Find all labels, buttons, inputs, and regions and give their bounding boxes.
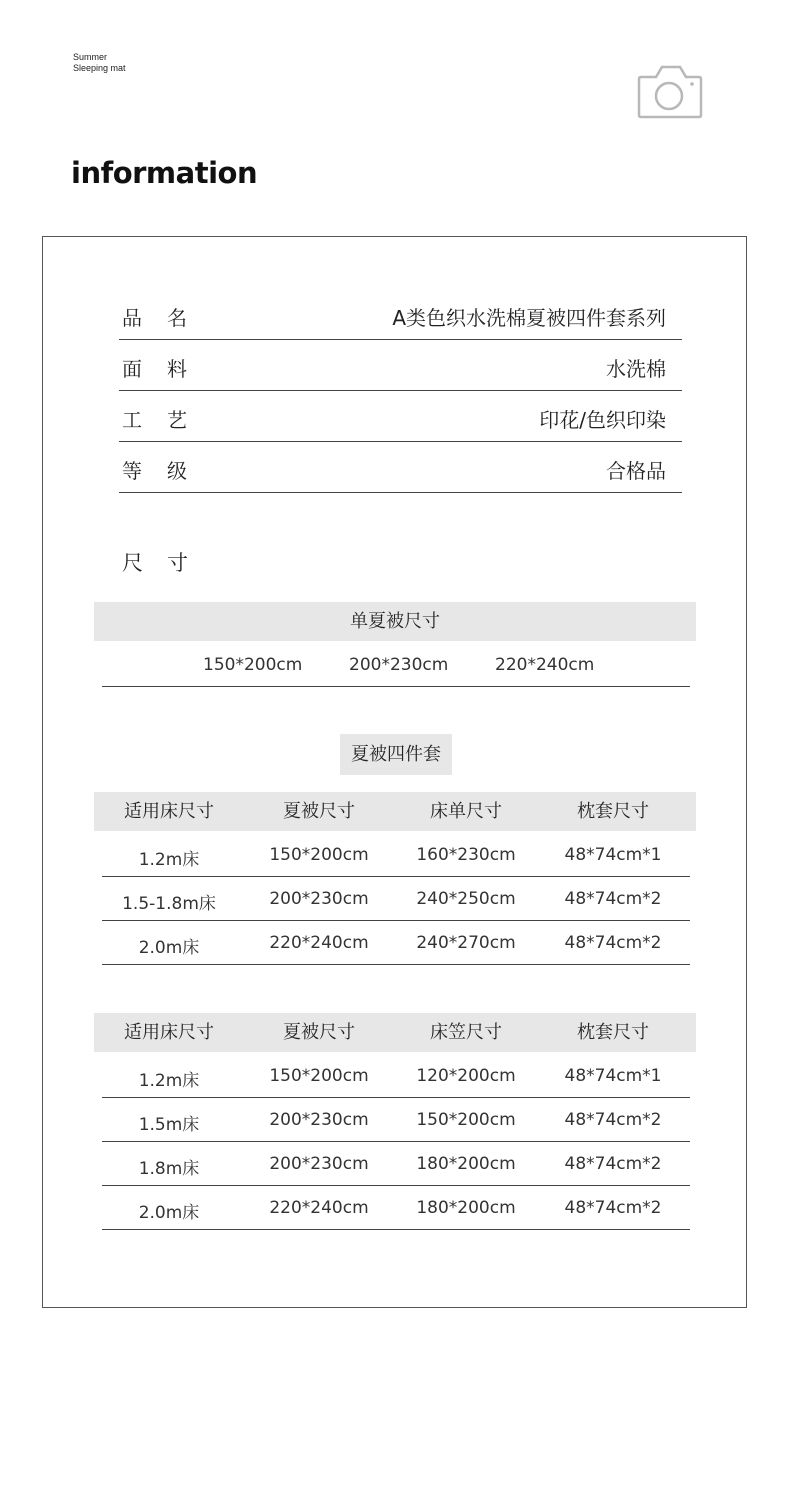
size-cell: 220*240cm bbox=[495, 655, 595, 675]
table-row bbox=[102, 1054, 690, 1098]
spec-label: 面料 bbox=[122, 357, 212, 381]
table-cell: 48*74cm*2 bbox=[564, 1110, 662, 1130]
spec-label: 等级 bbox=[122, 459, 212, 483]
table-cell: 180*200cm bbox=[416, 1154, 516, 1174]
table-cell: 240*270cm bbox=[416, 933, 516, 953]
table-cell: 2.0m床 bbox=[138, 938, 200, 958]
column-header: 适用床尺寸 bbox=[124, 801, 214, 822]
size-section-title: 尺寸 bbox=[122, 551, 212, 575]
spec-label: 品名 bbox=[122, 306, 212, 330]
size-cell: 150*200cm bbox=[203, 655, 303, 675]
info-panel bbox=[42, 236, 747, 1308]
table-cell: 1.2m床 bbox=[138, 1071, 200, 1091]
table-cell: 200*230cm bbox=[269, 1154, 369, 1174]
camera-icon bbox=[637, 63, 703, 119]
table-cell: 220*240cm bbox=[269, 1198, 369, 1218]
table-cell: 48*74cm*2 bbox=[564, 889, 662, 909]
spec-row bbox=[119, 391, 682, 442]
column-header: 夏被尺寸 bbox=[283, 1022, 355, 1043]
table-cell: 240*250cm bbox=[416, 889, 516, 909]
table-cell: 48*74cm*2 bbox=[564, 1198, 662, 1218]
single-quilt-header bbox=[94, 602, 696, 641]
table-cell: 120*200cm bbox=[416, 1066, 516, 1086]
table-cell: 160*230cm bbox=[416, 845, 516, 865]
spec-row bbox=[119, 289, 682, 340]
spec-value: 水洗棉 bbox=[606, 357, 666, 381]
table-cell: 1.8m床 bbox=[138, 1159, 200, 1179]
page-title: information bbox=[71, 156, 258, 190]
table-cell: 150*200cm bbox=[269, 1066, 369, 1086]
column-header: 适用床尺寸 bbox=[124, 1022, 214, 1043]
spec-value: 印花/色织印染 bbox=[539, 408, 666, 432]
table-row bbox=[102, 1186, 690, 1230]
table-cell: 1.5-1.8m床 bbox=[122, 894, 216, 914]
table-cell: 1.2m床 bbox=[138, 850, 200, 870]
single-quilt-title: 单夏被尺寸 bbox=[350, 611, 440, 632]
table-cell: 200*230cm bbox=[269, 1110, 369, 1130]
single-quilt-sizes bbox=[102, 641, 690, 687]
column-header: 床单尺寸 bbox=[430, 801, 502, 822]
column-header: 枕套尺寸 bbox=[577, 1022, 649, 1043]
table-cell: 2.0m床 bbox=[138, 1203, 200, 1223]
table-cell: 200*230cm bbox=[269, 889, 369, 909]
table-cell: 180*200cm bbox=[416, 1198, 516, 1218]
table-row bbox=[102, 1098, 690, 1142]
table-cell: 150*200cm bbox=[416, 1110, 516, 1130]
table-cell: 48*74cm*2 bbox=[564, 1154, 662, 1174]
table-1-header bbox=[43, 792, 746, 831]
brand-logo bbox=[73, 52, 126, 74]
spec-row bbox=[119, 442, 682, 493]
table-2-header bbox=[43, 1013, 746, 1052]
brand-line-2: Sleeping mat bbox=[73, 63, 126, 73]
table-cell: 48*74cm*1 bbox=[564, 845, 662, 865]
set-title: 夏被四件套 bbox=[340, 734, 452, 775]
table-cell: 48*74cm*1 bbox=[564, 1066, 662, 1086]
table-row bbox=[102, 833, 690, 877]
spec-row bbox=[119, 340, 682, 391]
spec-value: A类色织水洗棉夏被四件套系列 bbox=[392, 306, 666, 330]
column-header: 枕套尺寸 bbox=[577, 801, 649, 822]
spec-label: 工艺 bbox=[122, 408, 212, 432]
table-row bbox=[102, 1142, 690, 1186]
table-cell: 150*200cm bbox=[269, 845, 369, 865]
spec-value: 合格品 bbox=[606, 459, 666, 483]
table-row bbox=[102, 921, 690, 965]
size-cell: 200*230cm bbox=[349, 655, 449, 675]
brand-line-1: Summer bbox=[73, 52, 108, 62]
table-cell: 220*240cm bbox=[269, 933, 369, 953]
column-header: 床笠尺寸 bbox=[430, 1022, 502, 1043]
table-row bbox=[102, 877, 690, 921]
table-cell: 48*74cm*2 bbox=[564, 933, 662, 953]
column-header: 夏被尺寸 bbox=[283, 801, 355, 822]
table-cell: 1.5m床 bbox=[138, 1115, 200, 1135]
